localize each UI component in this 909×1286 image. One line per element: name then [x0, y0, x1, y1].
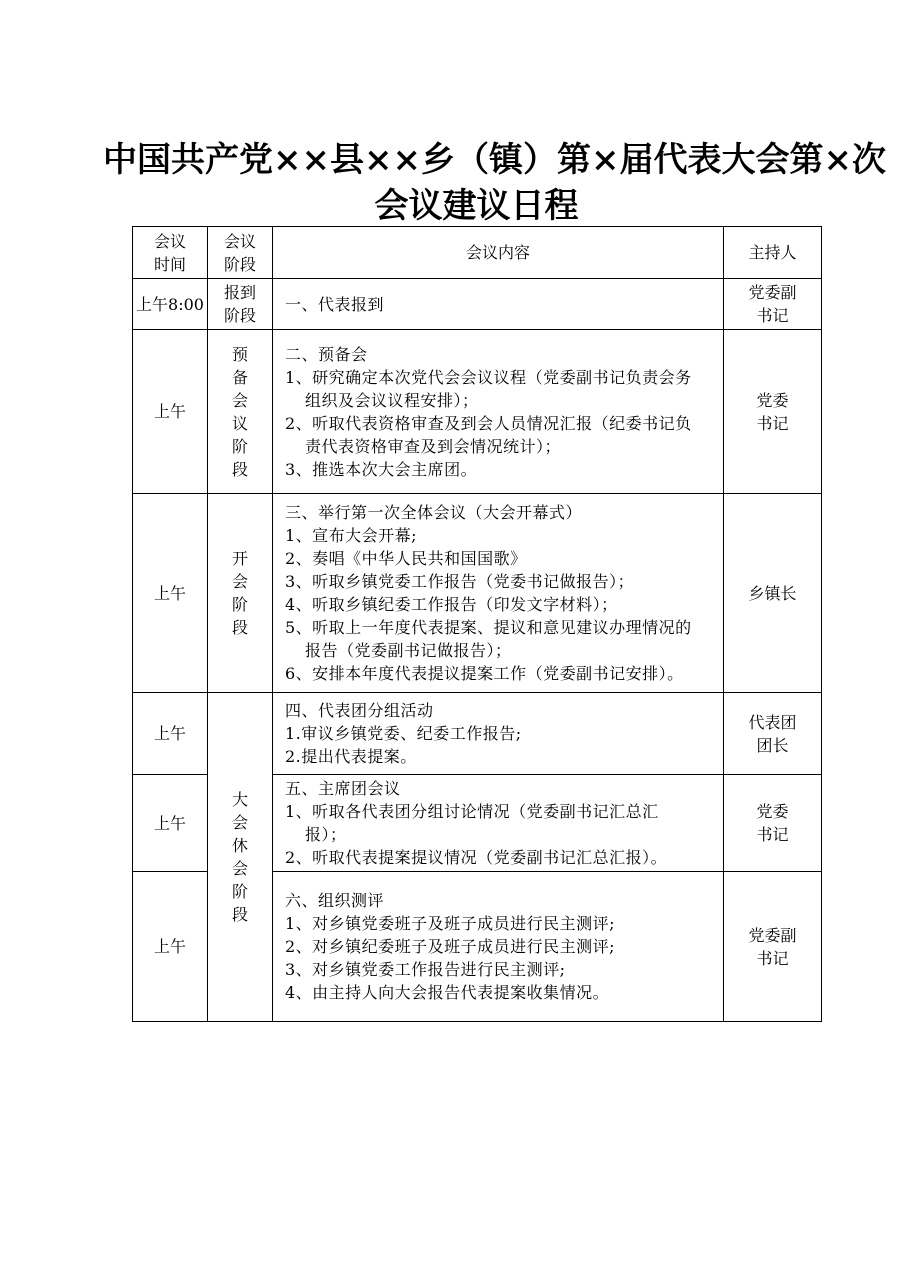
row-stage: 大会休会阶段 [208, 693, 273, 1022]
content-line: 五、主席团会议 [285, 779, 401, 798]
table-row [133, 330, 822, 494]
content-line: 2、听取代表资格审查及到会人员情况汇报（纪委书记负 [285, 413, 692, 433]
row-host: 代表团团长 [724, 693, 822, 775]
table-row [133, 693, 822, 775]
content-line: 一、代表报到 [285, 294, 385, 314]
row-time: 上午 [133, 693, 208, 775]
content-line: 1、研究确定本次党代会会议议程（党委副书记负责会务 [285, 367, 692, 387]
row-time: 上午 [133, 872, 208, 1022]
row-stage: 预备会议阶段 [208, 330, 273, 494]
content-line: 责代表资格审查及到会情况统计）； [305, 436, 562, 456]
row-host: 党委副书记 [724, 279, 822, 330]
row-content [273, 693, 724, 775]
content-line: 6、安排本年度代表提议提案工作（党委副书记安排）。 [285, 664, 684, 683]
content-line: 2、奏唱《中华人民共和国国歌》 [285, 549, 527, 568]
table-row [133, 494, 822, 693]
content-line: 六、组织测评 [285, 891, 385, 910]
content-line: 1、宣布大会开幕; [285, 526, 418, 545]
content-line: 3、听取乡镇党委工作报告（党委书记做报告）； [285, 572, 635, 591]
content-line: 报）； [305, 825, 347, 844]
content-line: 3、对乡镇党委工作报告进行民主测评; [285, 960, 566, 979]
header-host: 主持人 [724, 227, 822, 279]
document-title-line-2: 会议建议日程 [374, 186, 579, 226]
content-line: 1、对乡镇党委班子及班子成员进行民主测评; [285, 914, 616, 933]
table-header-row [133, 227, 822, 279]
row-host: 党委书记 [724, 330, 822, 494]
row-content [273, 872, 724, 1022]
content-line: 二、预备会 [285, 344, 368, 364]
row-content [273, 775, 724, 872]
row-time: 上午8:00 [133, 279, 208, 330]
content-line: 三、举行第一次全体会议（大会开幕式） [285, 503, 583, 522]
row-time: 上午 [133, 775, 208, 872]
content-line: 2.提出代表提案。 [285, 747, 417, 766]
row-stage: 开会阶段 [208, 494, 273, 693]
content-line: 3、推选本次大会主席团。 [285, 459, 478, 479]
content-line: 报告（党委副书记做报告）； [305, 641, 512, 660]
content-line: 组织及会议议程安排）； [305, 390, 479, 410]
content-line: 1.审议乡镇党委、纪委工作报告; [285, 724, 522, 743]
content-line: 4、听取乡镇纪委工作报告（印发文字材料）； [285, 595, 618, 614]
content-line: 四、代表团分组活动 [285, 701, 434, 720]
content-line: 2、对乡镇纪委班子及班子成员进行民主测评; [285, 937, 616, 956]
row-stage: 报到阶段 [208, 279, 273, 330]
row-content [273, 330, 724, 494]
row-host: 乡镇长 [724, 494, 822, 693]
row-time: 上午 [133, 494, 208, 693]
header-time: 会议时间 [133, 227, 208, 279]
row-host: 党委副书记 [724, 872, 822, 1022]
header-stage: 会议阶段 [208, 227, 273, 279]
schedule-table [132, 226, 822, 1022]
row-content [273, 494, 724, 693]
content-line: 4、由主持人向大会报告代表提案收集情况。 [285, 983, 610, 1002]
row-time: 上午 [133, 330, 208, 494]
content-line: 1、听取各代表团分组讨论情况（党委副书记汇总汇 [285, 802, 659, 821]
content-line: 5、听取上一年度代表提案、提议和意见建议办理情况的 [285, 618, 692, 637]
row-content [273, 279, 724, 330]
table-row [133, 279, 822, 330]
document-title-line-1: 中国共产党××县××乡（镇）第×届代表大会第×次 [103, 140, 886, 180]
row-host: 党委书记 [724, 775, 822, 872]
header-content: 会议内容 [273, 227, 724, 279]
content-line: 2、听取代表提案提议情况（党委副书记汇总汇报）。 [285, 848, 668, 867]
